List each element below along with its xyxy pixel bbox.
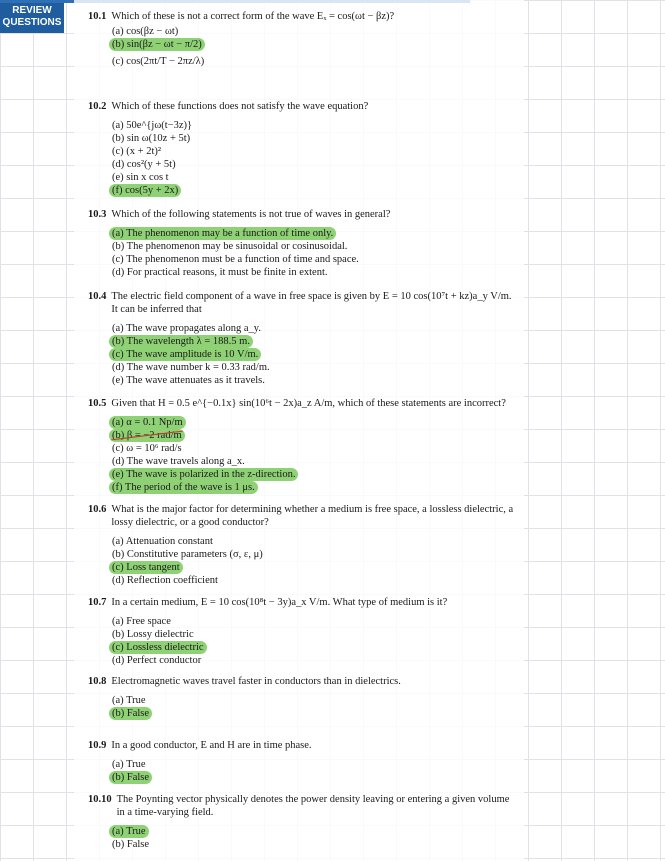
option-b[interactable]: (b) sin(βz − ωt − π/2): [109, 38, 518, 51]
question-10-2: [88, 100, 518, 197]
option-b[interactable]: (b) The wavelength λ = 188.5 m.: [109, 335, 518, 348]
option-f[interactable]: (f) The period of the wave is 1 μs.: [109, 481, 518, 494]
option-c[interactable]: (c) ω = 10⁶ rad/s: [112, 443, 182, 454]
question-number: 10.9: [88, 740, 107, 751]
question-text: Which of these functions does not satisfy the wave equation?: [111, 101, 369, 112]
question-text: Which of these is not a correct form of the wave Eₓ = cos(ωt − βz)?: [111, 11, 395, 22]
option-true[interactable]: (a) True: [109, 825, 518, 838]
option-false[interactable]: (b) False: [109, 707, 518, 720]
option-a[interactable]: (a) α = 0.1 Np/m: [109, 416, 518, 429]
question-10-5: [88, 397, 518, 494]
option-c[interactable]: (c) Loss tangent: [109, 561, 518, 574]
question-number: 10.6: [88, 504, 107, 515]
option-false[interactable]: (b) False: [112, 839, 150, 850]
option-a[interactable]: (a) Free space: [112, 616, 171, 627]
question-number: 10.1: [88, 11, 107, 22]
option-c[interactable]: (c) cos(2πt/T − 2πz/λ): [112, 56, 205, 67]
question-text: In a good conductor, E and H are in time phase.: [111, 740, 312, 751]
option-a[interactable]: (a) Attenuation constant: [112, 536, 213, 547]
question-number: 10.10: [88, 794, 112, 805]
review-questions-tab: [0, 3, 64, 33]
option-b[interactable]: (b) The phenomenon may be sinusoidal or cosinusoidal.: [112, 241, 348, 252]
option-d[interactable]: (d) The wave number k = 0.33 rad/m.: [112, 362, 270, 373]
tab-line-2: QUESTIONS: [2, 17, 62, 28]
option-b-struck[interactable]: (b) β = −2 rad/m: [109, 429, 518, 442]
tab-line-1: REVIEW: [12, 5, 52, 16]
option-e[interactable]: (e) The wave is polarized in the z-direction.: [109, 468, 518, 481]
option-b[interactable]: (b) sin ω(10z + 5t): [112, 133, 191, 144]
question-10-8: [88, 675, 518, 720]
question-text: Given that H = 0.5 e^{−0.1x} sin(10⁶t − 2x)a_z A/m, which of these statements are incorrect?: [111, 398, 506, 409]
question-text: The electric field component of a wave in free space is given by E = 10 cos(10⁷t + kz)a_y V/m. It can be inferred that: [111, 291, 512, 315]
question-number: 10.4: [88, 291, 107, 302]
option-d[interactable]: (d) Reflection coefficient: [112, 575, 218, 586]
question-number: 10.2: [88, 101, 107, 112]
option-a[interactable]: (a) 50e^{jω(t−3z)}: [112, 120, 193, 131]
option-c[interactable]: (c) Lossless dielectric: [109, 641, 518, 654]
option-d[interactable]: (d) cos²(y + 5t): [112, 159, 176, 170]
option-false[interactable]: (b) False: [109, 771, 518, 784]
option-c[interactable]: (c) The wave amplitude is 10 V/m.: [109, 348, 518, 361]
option-e[interactable]: (e) The wave attenuates as it travels.: [112, 375, 265, 386]
question-text: Electromagnetic waves travel faster in conductors than in dielectrics.: [111, 676, 401, 687]
question-10-6: [88, 503, 518, 587]
question-number: 10.3: [88, 209, 107, 220]
question-10-10: [88, 793, 518, 851]
question-10-4: [88, 290, 518, 387]
question-number: 10.8: [88, 676, 107, 687]
question-10-7: [88, 596, 518, 667]
option-d[interactable]: (d) The wave travels along a_x.: [112, 456, 245, 467]
option-true[interactable]: (a) True: [112, 759, 146, 770]
question-10-3: [88, 208, 518, 279]
question-text: Which of the following statements is not true of waves in general?: [111, 209, 391, 220]
question-number: 10.7: [88, 597, 107, 608]
option-a[interactable]: (a) cos(βz − ωt): [112, 26, 179, 37]
question-10-9: [88, 739, 518, 784]
option-d[interactable]: (d) Perfect conductor: [112, 655, 202, 666]
question-text: In a certain medium, E = 10 cos(10⁸t − 3y)a_x V/m. What type of medium is it?: [111, 597, 448, 608]
option-f[interactable]: (f) cos(5y + 2x): [109, 184, 518, 197]
question-10-1: [88, 10, 518, 73]
question-text: The Poynting vector physically denotes the power density leaving or entering a given volume in a time-varying field.: [116, 794, 510, 818]
option-a[interactable]: (a) The wave propagates along a_y.: [112, 323, 261, 334]
question-number: 10.5: [88, 398, 107, 409]
option-c[interactable]: (c) The phenomenon must be a function of time and space.: [112, 254, 359, 265]
option-c[interactable]: (c) (x + 2t)²: [112, 146, 162, 157]
option-true[interactable]: (a) True: [112, 695, 146, 706]
option-e[interactable]: (e) sin x cos t: [112, 172, 169, 183]
option-b[interactable]: (b) Lossy dielectric: [112, 629, 194, 640]
option-b[interactable]: (b) Constitutive parameters (σ, ε, μ): [112, 549, 263, 560]
option-d[interactable]: (d) For practical reasons, it must be finite in extent.: [112, 267, 328, 278]
option-a[interactable]: (a) The phenomenon may be a function of time only.: [109, 227, 518, 240]
question-text: What is the major factor for determining whether a medium is free space, a lossless dielectric, a lossy dielectric, or a good conductor?: [111, 504, 514, 528]
